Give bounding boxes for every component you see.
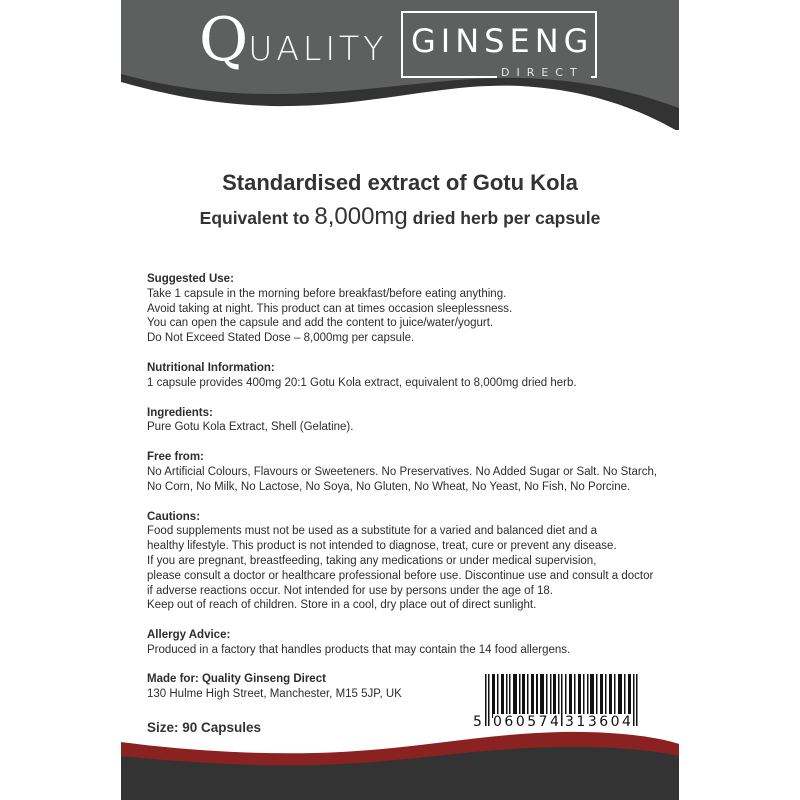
section-heading: Nutritional Information: (147, 361, 275, 374)
section-line: Food supplements must not be used as a substitute for a varied and balanced diet and a (147, 525, 598, 538)
section-ingredients (147, 406, 667, 436)
section-line: healthy lifestyle. This product is not intended to diagnose, treat, cure or prevent any disease. (147, 540, 617, 553)
section-line: Produced in a factory that handles products that may contain the 14 food allergens. (147, 643, 571, 656)
manufacturer-info (147, 672, 402, 702)
section-suggested-use (147, 272, 667, 346)
section-heading: Ingredients: (147, 406, 213, 419)
section-heading: Suggested Use: (147, 273, 234, 285)
section-line: Avoid taking at night. This product can at times occasion sleeplessness. (147, 302, 513, 315)
barcode-digit-first: 5 (473, 714, 485, 730)
section-allergy-advice (147, 628, 667, 658)
section-line: 1 capsule provides 400mg 20:1 Gotu Kola extract, equivalent to 8,000mg dried herb. (147, 376, 577, 389)
logo-frame-bottom-right (591, 76, 597, 78)
subtitle-amount: 8,000mg (314, 203, 408, 230)
section-line: No Corn, No Milk, No Lactose, No Soya, No Gluten, No Wheat, No Yeast, No Fish, No Porcine. (147, 480, 631, 493)
barcode-digits-left: 060574 (493, 714, 562, 730)
section-heading: Allergy Advice: (147, 629, 231, 642)
section-free-from (147, 450, 667, 494)
brand-logo (121, 0, 679, 110)
section-line: No Artificial Colours, Flavours or Sweeteners. No Preservatives. No Added Sugar or Salt. No Starch, (147, 465, 658, 478)
barcode-icon (473, 674, 653, 732)
logo-direct-text: DIRECT (501, 66, 584, 79)
section-line: You can open the capsule and add the content to juice/water/yogurt. (147, 317, 494, 330)
logo-ginseng-text: GINSENG (411, 22, 594, 60)
label-content (147, 272, 667, 673)
section-nutritional-information (147, 361, 667, 391)
barcode-digits-right: 313604 (565, 714, 634, 730)
section-line: Pure Gotu Kola Extract, Shell (Gelatine). (147, 421, 354, 434)
logo-frame-bottom-left (401, 76, 497, 78)
section-line: Keep out of reach of children. Store in a cool, dry place out of direct sunlight. (147, 599, 537, 612)
logo-q: Q (199, 5, 249, 75)
section-line: Take 1 capsule in the morning before breakfast/before eating anything. (147, 287, 507, 300)
section-line: please consult a doctor or healthcare professional before use. Discontinue use and consult a doctor (147, 569, 654, 582)
logo-quality-text (199, 5, 388, 75)
manufacturer-address: 130 Hulme High Street, Manchester, M15 5JP, UK (147, 687, 402, 700)
manufacturer-heading: Made for: Quality Ginseng Direct (147, 673, 326, 685)
section-line: If you are pregnant, breastfeeding, taking any medications or under medical supervision, (147, 554, 597, 567)
section-cautions (147, 510, 667, 614)
section-line: if adverse reactions occur. Not intended for use by persons under the age of 18. (147, 584, 553, 597)
product-label (121, 0, 679, 800)
section-heading: Free from: (147, 451, 204, 464)
product-subtitle (121, 203, 679, 231)
section-heading: Cautions: (147, 510, 201, 523)
section-line: Do Not Exceed Stated Dose – 8,000mg per capsule. (147, 332, 415, 345)
subtitle-suffix: dried herb per capsule (407, 208, 601, 228)
logo-uality: UALITY (248, 29, 388, 68)
package-size: Size: 90 Capsules (147, 720, 262, 735)
footer-banner (121, 730, 679, 800)
subtitle-prefix: Equivalent to (199, 208, 315, 228)
product-title: Standardised extract of Gotu Kola (222, 170, 578, 195)
